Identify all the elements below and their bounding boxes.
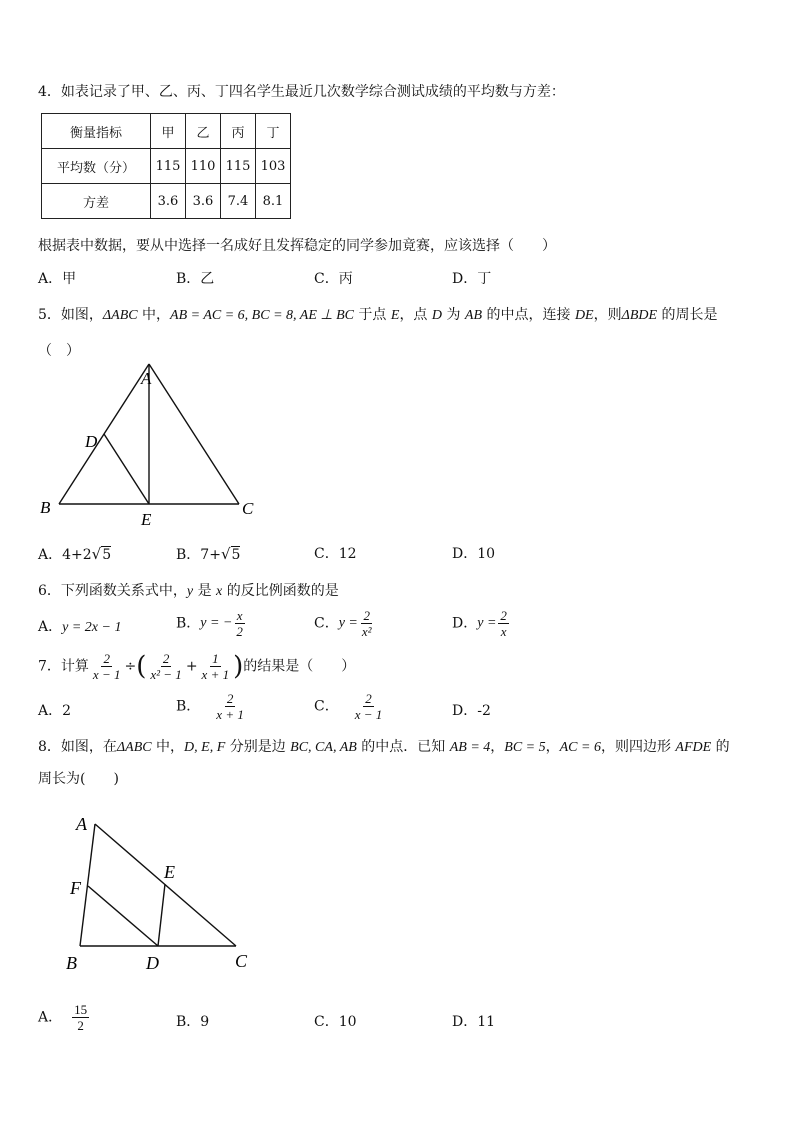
q5-option-d[interactable]: D．10 [452, 546, 496, 562]
q5-option-b[interactable]: B．7+√5 [176, 545, 241, 563]
triangle-abc-figure [30, 362, 270, 530]
table-cell: 115 [221, 149, 256, 184]
table-cell: 方差 [42, 184, 151, 219]
q5-stem: 5．如图，ΔABC 中，AB = AC = 6, BC = 8, AE ⊥ BC 于点 E，点 D 为 AB 的中点，连接 DE，则ΔBDE 的周长是 [38, 307, 718, 323]
table-cell: 3.6 [186, 184, 221, 219]
label-d: D [146, 953, 159, 973]
table-cell: 平均数（分） [42, 149, 151, 184]
table-cell: 115 [151, 149, 186, 184]
label-a: A [141, 369, 152, 388]
label-a: A [76, 814, 87, 834]
q7-option-a[interactable]: A．2 [38, 703, 72, 719]
q4-option-c[interactable]: C．丙 [314, 271, 353, 287]
table-cell: 3.6 [151, 184, 186, 219]
q6-stem: 6．下列函数关系式中，y 是 x 的反比例函数的是 [38, 583, 339, 599]
q5-paren: （ ） [38, 343, 80, 359]
table-header-cell: 甲 [151, 114, 186, 149]
q8-option-b[interactable]: B．9 [176, 1014, 210, 1030]
table-cell: 103 [256, 149, 291, 184]
table-header-cell: 丙 [221, 114, 256, 149]
table-header-cell: 乙 [186, 114, 221, 149]
q8-option-c[interactable]: C．10 [314, 1014, 357, 1030]
q7-option-c[interactable]: C． $\frac{2}{x - 1}$ [314, 691, 383, 722]
q8-stem-line1: 8．如图，在ΔABC 中，D, E, F 分别是边 BC, CA, AB 的中点．已知 AB = 4，BC = 5，AC = 6，则四边形 AFDE 的 [38, 739, 730, 755]
table-header-cell: 衡量指标 [42, 114, 151, 149]
q6-option-c[interactable]: C．y = $\frac{2}{\text{x²}}$ [314, 608, 372, 639]
label-c: C [235, 951, 248, 971]
q4-stem: 4．如表记录了甲、乙、丙、丁四名学生最近几次数学综合测试成绩的平均数与方差： [38, 84, 565, 100]
label-b: B [66, 953, 77, 973]
table-header-cell: 丁 [256, 114, 291, 149]
table-cell: 8.1 [256, 184, 291, 219]
q4-option-d[interactable]: D．丁 [452, 271, 492, 287]
q7-stem: 7．计算 $\frac{2}{x - 1}$ ÷( $\frac{2}{\text{x² − 1}}$ + $\frac{1}{x + 1}$ )的结果是（ ） [38, 651, 356, 682]
q4-question: 根据表中数据，要从中选择一名成好且发挥稳定的同学参加竟赛，应该选择（ ） [38, 238, 556, 254]
label-d: D [85, 432, 98, 451]
q4-option-b[interactable]: B．乙 [176, 271, 215, 287]
q6-option-a[interactable]: A．y = 2x − 1 [38, 619, 122, 635]
q6-option-b[interactable]: B．y = − $\frac{x}{2}$ [176, 608, 243, 639]
q7-option-b[interactable]: B． $\frac{2}{x + 1}$ [176, 691, 244, 722]
q5-option-a[interactable]: A．4+2√5 [38, 545, 112, 563]
quadrilateral-afde-figure [60, 806, 270, 978]
table-cell: 7.4 [221, 184, 256, 219]
table-cell: 110 [186, 149, 221, 184]
table-header-row [42, 114, 291, 149]
q8-stem-line2: 周长为( ) [38, 771, 119, 787]
q5-option-c[interactable]: C．12 [314, 546, 357, 562]
q8-option-d[interactable]: D．11 [452, 1014, 496, 1030]
label-b: B [40, 498, 51, 517]
table-row [42, 149, 291, 184]
q6-option-d[interactable]: D．y = $\frac{2}{x}$ [452, 608, 507, 639]
label-e: E [164, 862, 175, 882]
scores-table [41, 113, 291, 219]
q7-option-d[interactable]: D．-2 [452, 703, 491, 719]
label-f: F [70, 878, 81, 898]
label-c: C [242, 499, 254, 518]
label-e: E [141, 510, 152, 529]
q8-option-a[interactable]: A． $\frac{15}{2}$ [38, 1002, 88, 1033]
table-row [42, 184, 291, 219]
q4-option-a[interactable]: A．甲 [38, 271, 77, 287]
